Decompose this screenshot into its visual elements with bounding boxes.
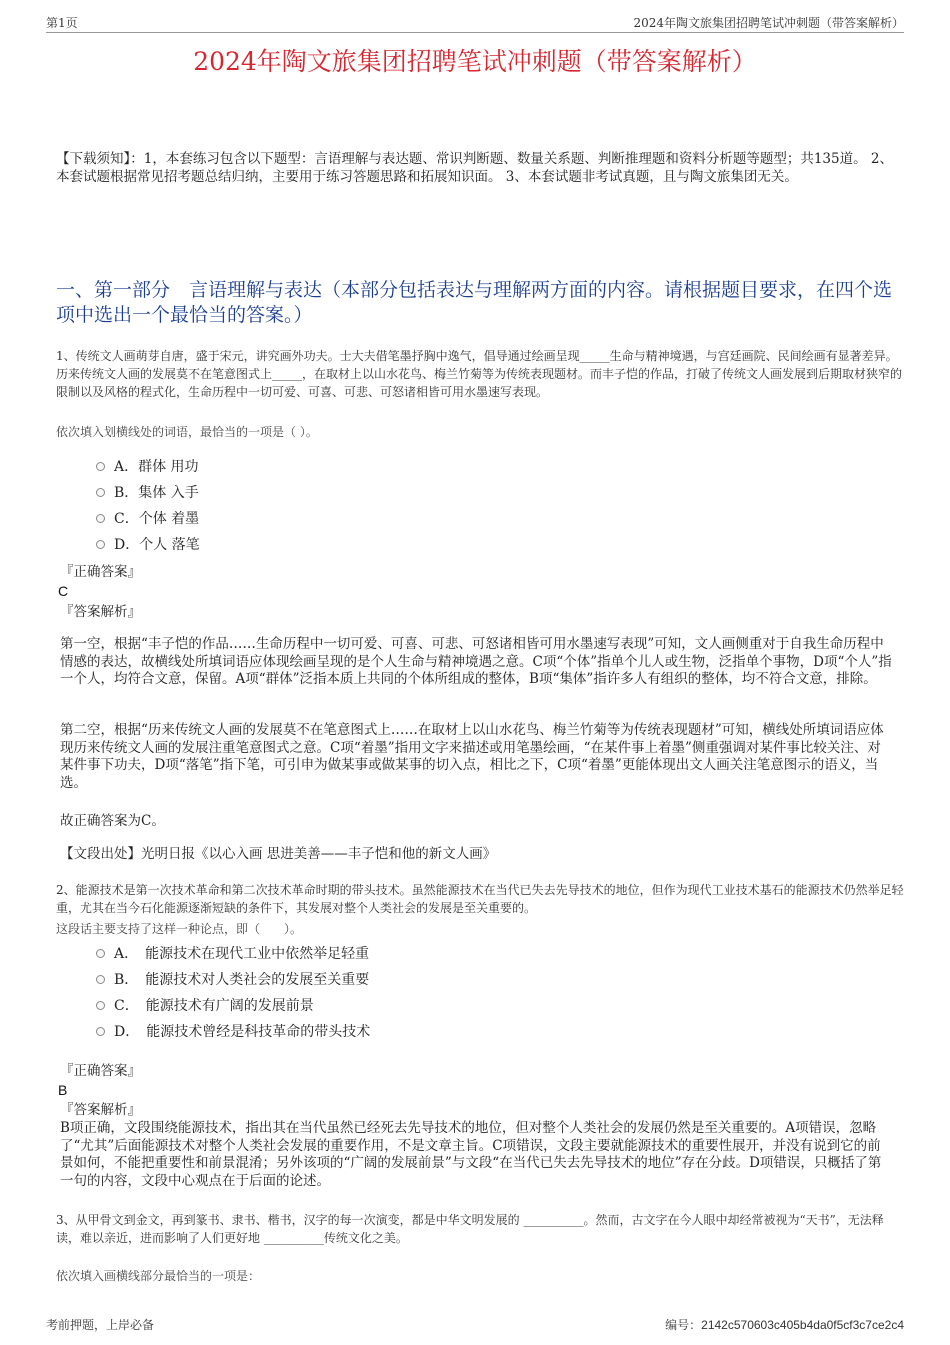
option-d[interactable]: D． 能源技术曾经是科技革命的带头技术 (96, 1018, 370, 1044)
question-1-text: 1、传统文人画萌芽自唐，盛于宋元，讲究画外功夫。士大夫借笔墨抒胸中逸气，倡导通过绘画呈现_____生命与精神境遇，与宫廷画院、民间绘画有显著差异。历来传统文人画的发展莫不在笔意图式上_____，在取材上以山水花鸟、梅兰竹菊等为传统表现题材。而丰子恺的作品，打破了传统文人画发展到后期取材狭窄的限制以及风格的程式化，生命历程中一切可爱、可喜、可悲、可怒诸相皆可用水墨速写表现。 (56, 349, 903, 399)
analysis-conclusion: 故正确答案为C。 (60, 813, 165, 829)
question-2-prompt: 这段话主要支持了这样一种论点，即（ ）。 (56, 922, 303, 936)
document-title: 2024年陶文旅集团招聘笔试冲刺题（带答案解析） (193, 47, 757, 76)
radio-icon[interactable] (96, 540, 105, 549)
option-c[interactable]: C．个体 着墨 (96, 505, 200, 531)
analysis-label: 『答案解析』 (60, 604, 141, 620)
analysis-paragraph: 第一空，根据“丰子恺的作品……生命历程中一切可爱、可喜、可悲、可怒诸相皆可用水墨速写表现”可知，文人画侧重对于自我生命历程中情感的表达，故横线处所填词语应体现绘画呈现的是个人生命与精神境遇之意。C项“个体”指单个儿人或生物，泛指单个事物，D项“个人”指一个人，均符合文意，保留。A项“群体”泛指本质上共同的个体所组成的整体，B项“集体”指许多人有组织的整体，均不符合文意，排除。 (60, 636, 892, 687)
analysis-paragraph: 第二空，根据“历来传统文人画的发展莫不在笔意图式上……在取材上以山水花鸟、梅兰竹菊等为传统表现题材”可知，横线处所填词语应体现历来传统文人画的发展注重笔意图式之意。C项“着墨”指用文字来描述或用笔墨绘画，“在某件事上着墨”侧重强调对某件事比较关注、对某件事下功夫，D项“落笔”指下笔，可引申为做某事或做某事的切入点，相比之下，C项“着墨”更能体现出文人画关注笔意图示的语义，当选。 (60, 722, 884, 791)
radio-icon[interactable] (96, 949, 105, 958)
document-code: 编号：2142c570603c405b4da0f5cf3c7ce2c4 (665, 1318, 904, 1332)
question-3-prompt: 依次填入画横线部分最恰当的一项是： (56, 1269, 261, 1283)
radio-icon[interactable] (96, 1001, 105, 1010)
page-header (46, 14, 904, 33)
correct-answer-value: C (58, 583, 69, 599)
passage-source: 【文段出处】光明日报《以心入画 思进美善——丰子恺和他的新文人画》 (60, 846, 497, 862)
correct-answer-label: 『正确答案』 (60, 1063, 141, 1079)
footer-slogan: 考前押题，上岸必备 (46, 1318, 155, 1332)
correct-answer-label: 『正确答案』 (60, 564, 141, 580)
radio-icon[interactable] (96, 488, 105, 497)
question-3-text: 3、从甲骨文到金文，再到篆书、隶书、楷书，汉字的每一次演变，都是中华文明发展的 __________。然而，古文字在今人眼中却经常被视为“天书”，无法释读，难以亲近，进而影响了人们更好地 __________传统文化之美。 (56, 1213, 884, 1245)
radio-icon[interactable] (96, 462, 105, 471)
radio-icon[interactable] (96, 1027, 105, 1036)
correct-answer-value: B (58, 1082, 68, 1098)
download-notice: 【下载须知】：1，本套练习包含以下题型：言语理解与表达题、常识判断题、数量关系题、判断推理题和资料分析题等题型；共135道。 2、本套试题根据常见招考题总结归纳，主要用于练习答题思路和拓展知识面。 3、本套试题非考试真题，且与陶文旅集团无关。 (56, 151, 893, 185)
question-2-text: 2、能源技术是第一次技术革命和第二次技术革命时期的带头技术。虽然能源技术在当代已失去先导技术的地位，但作为现代工业技术基石的能源技术仍然举足轻重，尤其在当今石化能源逐渐短缺的条件下，其发展对整个人类社会的发展是至关重要的。 (56, 883, 904, 915)
section-heading: 一、第一部分 言语理解与表达（本部分包括表达与理解两方面的内容。请根据题目要求，在四个选项中选出一个最恰当的答案。） (56, 279, 893, 326)
analysis-label: 『答案解析』 (60, 1102, 141, 1118)
option-a[interactable]: A．群体 用功 (96, 453, 200, 479)
page-number: 第1页 (46, 16, 78, 30)
question-1-options (96, 453, 200, 557)
option-a[interactable]: A． 能源技术在现代工业中依然举足轻重 (96, 940, 370, 966)
radio-icon[interactable] (96, 514, 105, 523)
radio-icon[interactable] (96, 975, 105, 984)
option-c[interactable]: C． 能源技术有广阔的发展前景 (96, 992, 370, 1018)
question-2-options (96, 940, 370, 1044)
option-d[interactable]: D．个人 落笔 (96, 531, 200, 557)
option-b[interactable]: B．集体 入手 (96, 479, 200, 505)
question-1-prompt: 依次填入划横线处的词语，最恰当的一项是（ ）。 (56, 425, 318, 439)
analysis-paragraph: B项正确，文段围绕能源技术，指出其在当代虽然已经死去先导技术的地位，但对整个人类社会的发展仍然是至关重要的。A项错误，忽略了“尤其”后面能源技术对整个人类社会发展的重要作用，不是文章主旨。C项错误，文段主要就能源技术的重要性展开，并没有说到它的前景如何，不能把重要性和前景混淆；另外该项的“广阔的发展前景”与文段“在当代已失去先导技术的地位”存在分歧。D项错误，只概括了第一句的内容，文段中心观点在于后面的论述。 (60, 1120, 882, 1189)
header-doc-title: 2024年陶文旅集团招聘笔试冲刺题（带答案解析） (633, 16, 904, 30)
option-b[interactable]: B． 能源技术对人类社会的发展至关重要 (96, 966, 370, 992)
